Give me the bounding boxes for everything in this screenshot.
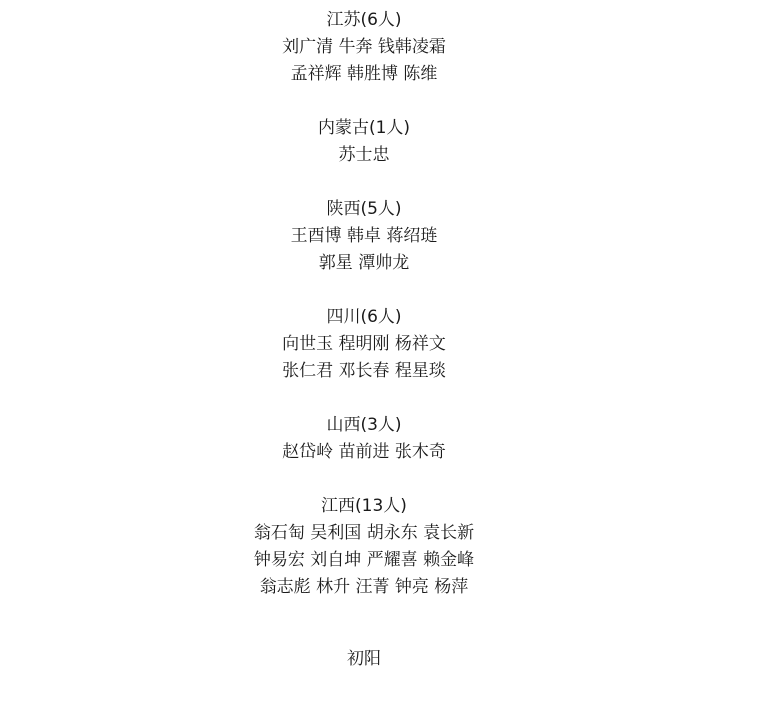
name-line: 刘广清 牛奔 钱韩凌霜 [282, 37, 446, 57]
section-heading-sichuan: 四川(6人) [326, 307, 402, 327]
name-line: 翁石匋 吴利国 胡永东 袁长新 [253, 523, 475, 543]
section-heading-shaanxi: 陕西(5人) [326, 199, 402, 219]
name-line: 赵岱岭 苗前进 张木奇 [282, 442, 446, 462]
section-heading-shanxi: 山西(3人) [326, 415, 402, 435]
signature: 初阳 [347, 649, 381, 669]
section-heading-jiangxi: 江西(13人) [321, 496, 407, 516]
name-line: 钟易宏 刘自坤 严耀喜 赖金峰 [253, 550, 475, 570]
name-line: 王酉博 韩卓 蒋绍琏 [290, 226, 438, 246]
name-line: 郭星 潭帅龙 [318, 253, 410, 273]
name-line: 向世玉 程明刚 杨祥文 [282, 334, 446, 354]
name-line: 张仁君 邓长春 程星琰 [282, 361, 446, 381]
section-heading-neimenggu: 内蒙古(1人) [317, 118, 411, 138]
name-line: 翁志彪 林升 汪菁 钟亮 杨萍 [259, 577, 469, 597]
name-line: 苏士忠 [338, 145, 390, 165]
name-line: 孟祥辉 韩胜博 陈维 [290, 64, 438, 84]
section-heading-jiangsu: 江苏(6人) [326, 10, 402, 30]
